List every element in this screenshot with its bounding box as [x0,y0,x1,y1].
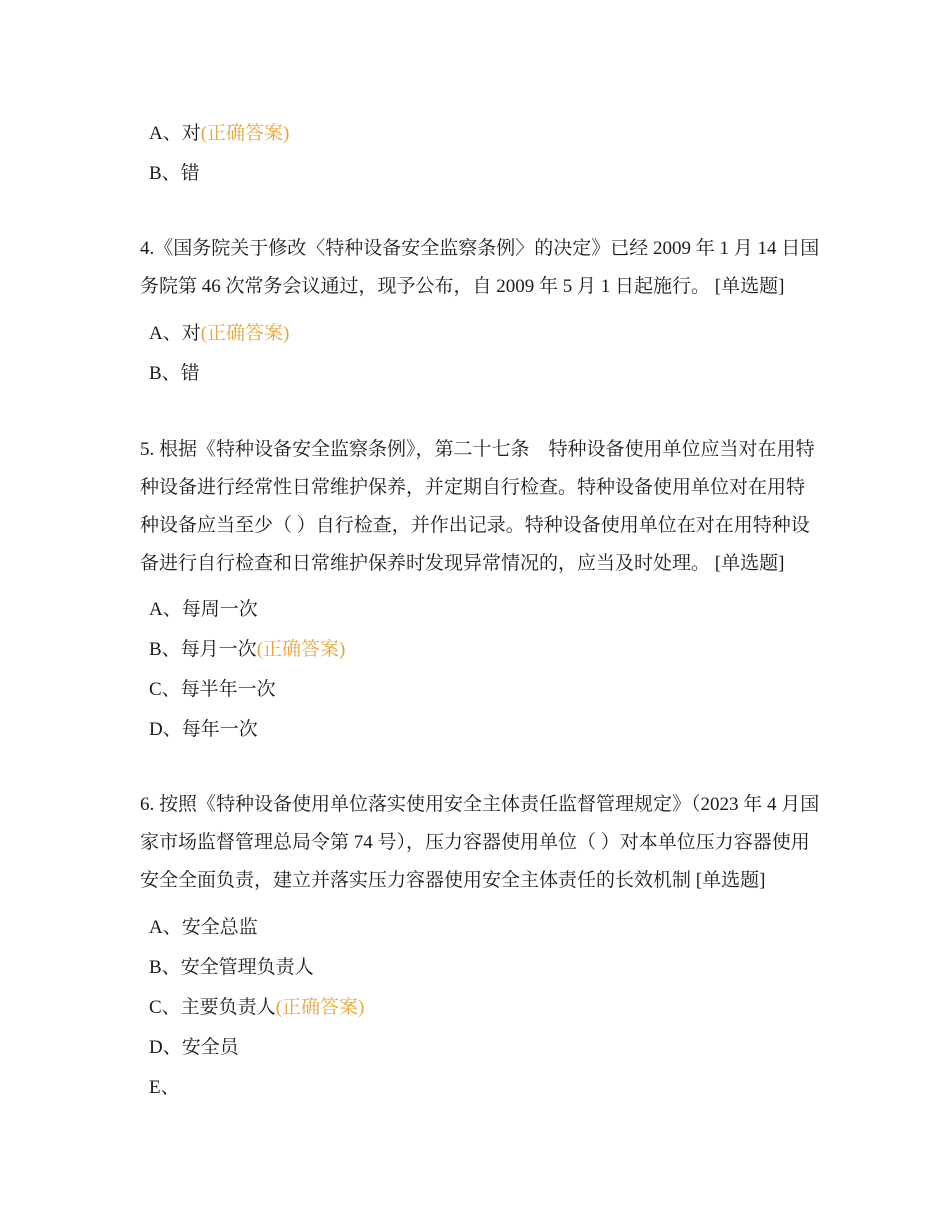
option-q4-a[interactable] [149,322,289,346]
correct-answer-tag: (正确答案) [200,323,290,344]
correct-answer-tag: (正确答案) [256,639,346,660]
option-q6-d[interactable] [149,1036,239,1060]
question-5-text: 5. 根据《特种设备安全监察条例》，第二十七条 特种设备使用单位应当对在用特种设备进行经常性日常维护保养，并定期自行检查。特种设备使用单位对在用特种设备应当至少（ ）自行检查，并作出记录。特种设备使用单位在对在用特种设备进行自行检查和日常维护保养时发现异常情况的，应当及时处理。 [单选题] [140,439,815,574]
correct-answer-tag: (正确答案) [275,997,365,1018]
correct-answer-tag: (正确答案) [200,123,290,144]
option-q3-b[interactable] [149,162,200,186]
option-label: A、每周一次 [149,599,258,620]
option-label: C、每半年一次 [149,679,276,700]
question-4-text: 4.《国务院关于修改〈特种设备安全监察条例〉的决定》已经 2009 年 1 月 14 日国务院第 46 次常务会议通过，现予公布，自 2009 年 5 月 1 日起施行。 [单选题] [140,238,820,297]
question-6-text: 6. 按照《特种设备使用单位落实使用安全主体责任监督管理规定》（2023 年 4 月国家市场监督管理总局令第 74 号），压力容器使用单位（ ）对本单位压力容器使用安全全面负责，建立并落实压力容器使用安全主体责任的长效机制 [单选题] [140,794,820,891]
option-q5-b[interactable] [149,638,345,662]
option-label: E、 [149,1077,180,1098]
option-q6-e[interactable] [149,1076,180,1100]
option-label: B、错 [149,163,200,184]
option-label: C、主要负责人 [149,997,276,1018]
option-label: B、安全管理负责人 [149,957,314,978]
option-label: A、对 [149,123,201,144]
option-q6-b[interactable] [149,956,314,980]
option-q5-d[interactable] [149,718,258,742]
option-label: A、安全总监 [149,917,258,938]
option-label: B、每月一次 [149,639,257,660]
option-q5-c[interactable] [149,678,276,702]
option-label: D、安全员 [149,1037,239,1058]
option-label: B、错 [149,363,200,384]
option-q3-a[interactable] [149,122,289,146]
option-label: A、对 [149,323,201,344]
option-q5-a[interactable] [149,598,258,622]
option-label: D、每年一次 [149,719,258,740]
option-q6-c[interactable] [149,996,364,1020]
option-q4-b[interactable] [149,362,200,386]
option-q6-a[interactable] [149,916,258,940]
